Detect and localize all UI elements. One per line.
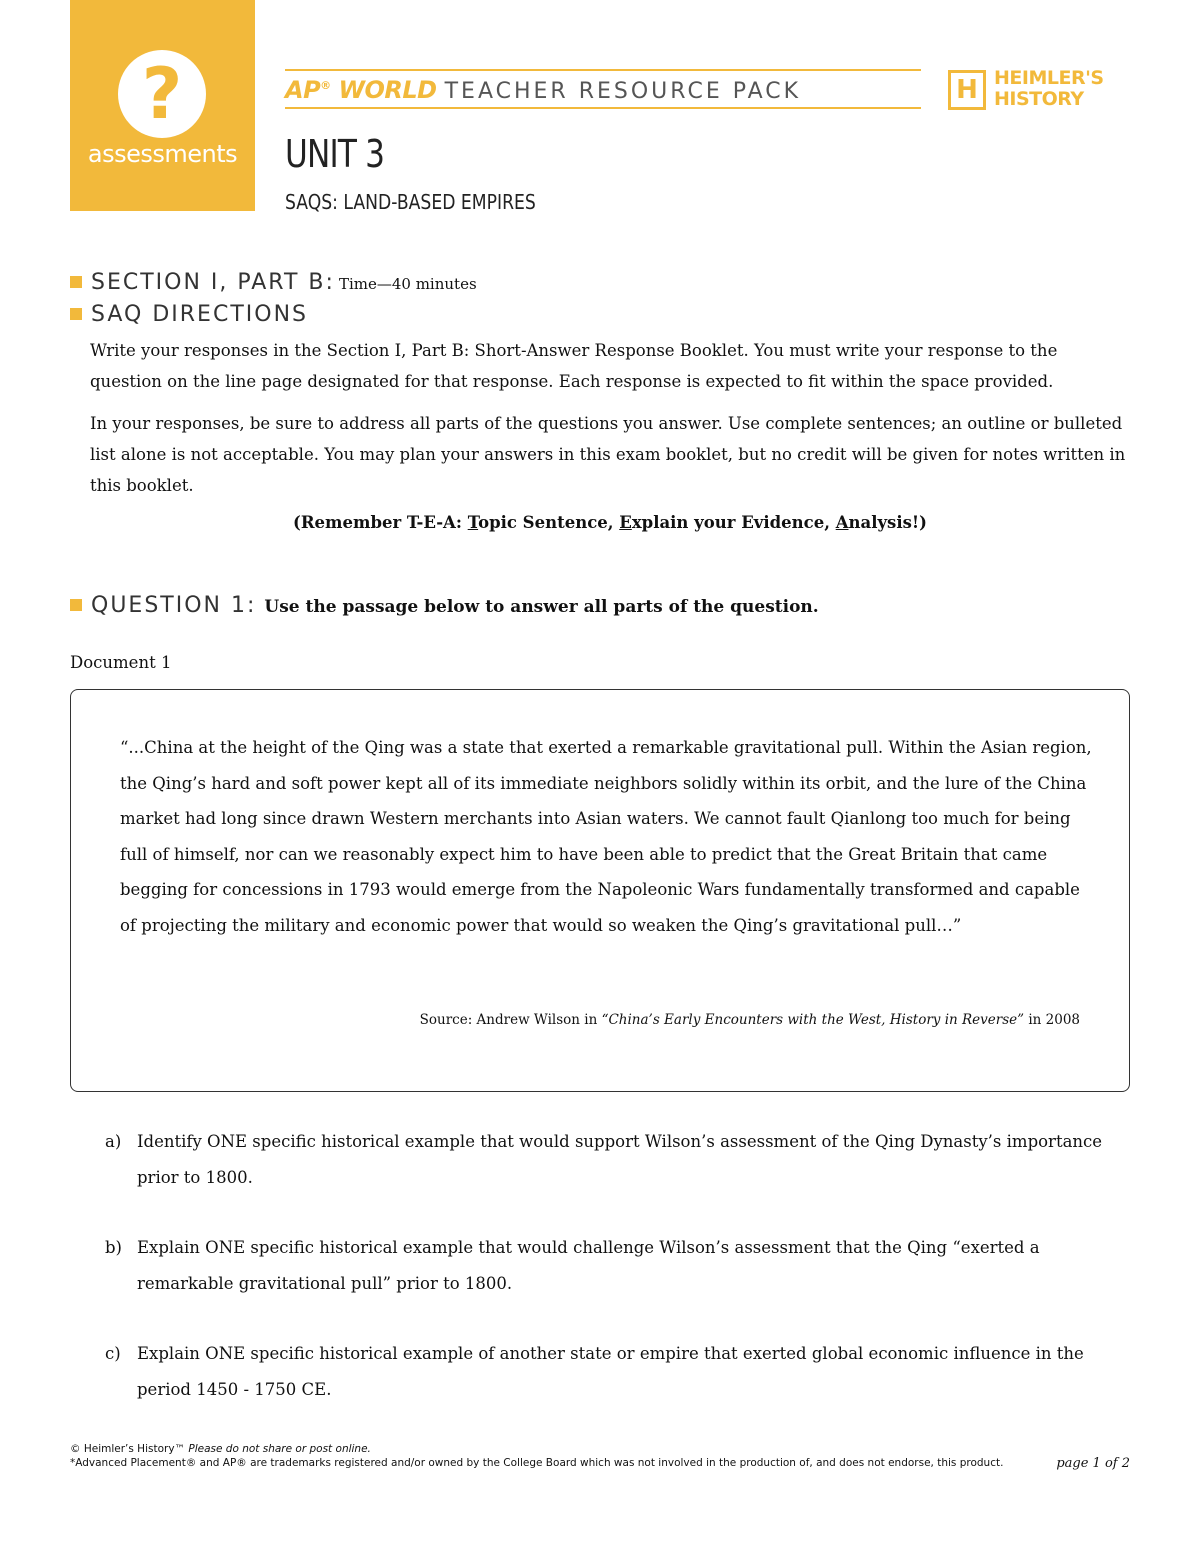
logo-h-icon: H bbox=[948, 70, 986, 110]
section-1-title: SECTION I, PART B: bbox=[91, 270, 335, 295]
question-1-heading bbox=[70, 593, 819, 618]
header-rule-top bbox=[285, 69, 921, 71]
footer-trademark: *Advanced Placement® and AP® are trademarks registered and/or owned by the College Board which was not involved in the production of, and does not endorse, this product. bbox=[70, 1457, 1004, 1469]
page-number: page 1 of 2 bbox=[1056, 1456, 1130, 1471]
question-1-title: QUESTION 1: bbox=[91, 593, 257, 618]
header-rule-bottom bbox=[285, 107, 921, 109]
part-label: c) bbox=[105, 1344, 121, 1363]
question-1-prompt: Use the passage below to answer all parts of the question. bbox=[264, 597, 819, 617]
saq-directions-title: SAQ DIRECTIONS bbox=[91, 302, 308, 327]
heimlers-history-logo bbox=[948, 67, 1130, 112]
bullet-square-icon bbox=[70, 276, 82, 288]
question-part-b bbox=[105, 1230, 1135, 1302]
directions-paragraph-1: Write your responses in the Section I, Part B: Short-Answer Response Booklet. You must write your response to the question on the line page designated for that response. Each response is expected to fit within the space provided. bbox=[90, 341, 1058, 391]
document-quote: “...China at the height of the Qing was a state that exerted a remarkable gravitational pull. Within the Asian region, the Qing’s hard and soft power kept all of its immediate neighbors solidly within its orbit, and the lure of the China market had long since drawn Western merchants into Asian waters. We cannot fault Qianlong too much for being full of himself, nor can we reasonably expect him to have been able to predict that the Great Britain that came begging for concessions in 1793 would emerge from the Napoleonic Wars fundamentally transformed and capable of projecting the military and economic power that would so weaken the Qing’s gravitational pull…” bbox=[120, 738, 1092, 935]
tea-reminder: (Remember T-E-A: Topic Sentence, Explain your Evidence, Analysis!) bbox=[293, 513, 927, 532]
footer bbox=[70, 1442, 1003, 1470]
document-source: Source: Andrew Wilson in “China’s Early Encounters with the West, History in Reverse” in 2008 bbox=[419, 1012, 1080, 1028]
part-text: Identify ONE specific historical example that would support Wilson’s assessment of the Qing Dynasty’s importance prior to 1800. bbox=[137, 1132, 1103, 1187]
logo-line1: HEIMLER'S bbox=[994, 67, 1104, 89]
question-mark-icon: ? bbox=[118, 50, 206, 138]
directions-paragraph-2: In your responses, be sure to address all parts of the questions you answer. Use complete sentences; an outline or bulleted list alone is not acceptable. You may plan your answers in this exam booklet, but no credit will be given for notes written in this booklet. bbox=[90, 414, 1126, 495]
brand-title bbox=[285, 76, 801, 108]
unit-subtitle: SAQS: LAND-BASED EMPIRES bbox=[285, 190, 536, 214]
section-1-time: Time—40 minutes bbox=[338, 275, 477, 293]
bullet-square-icon bbox=[70, 308, 82, 320]
logo-line2: HISTORY bbox=[994, 88, 1084, 110]
assessments-badge bbox=[70, 0, 255, 211]
bullet-square-icon bbox=[70, 599, 82, 611]
part-text: Explain ONE specific historical example that would challenge Wilson’s assessment that the Qing “exerted a remarkable gravitational pull” prior to 1800. bbox=[137, 1238, 1040, 1293]
document-label: Document 1 bbox=[70, 653, 172, 672]
part-text: Explain ONE specific historical example of another state or empire that exerted global economic influence in the period 1450 - 1750 CE. bbox=[137, 1344, 1084, 1399]
badge-label: assessments bbox=[87, 140, 238, 168]
footer-copyright: © Heimler’s History™ Please do not share or post online. bbox=[70, 1443, 371, 1455]
question-part-a bbox=[105, 1124, 1135, 1196]
brand-subtitle: TEACHER RESOURCE PACK bbox=[444, 79, 802, 104]
brand-ap: AP® WORLD bbox=[285, 76, 437, 104]
unit-title: UNIT 3 bbox=[285, 132, 385, 176]
part-label: a) bbox=[105, 1132, 122, 1151]
part-label: b) bbox=[105, 1238, 122, 1257]
section-1-heading bbox=[70, 270, 477, 295]
question-part-c bbox=[105, 1336, 1135, 1408]
saq-directions-heading bbox=[70, 302, 308, 327]
